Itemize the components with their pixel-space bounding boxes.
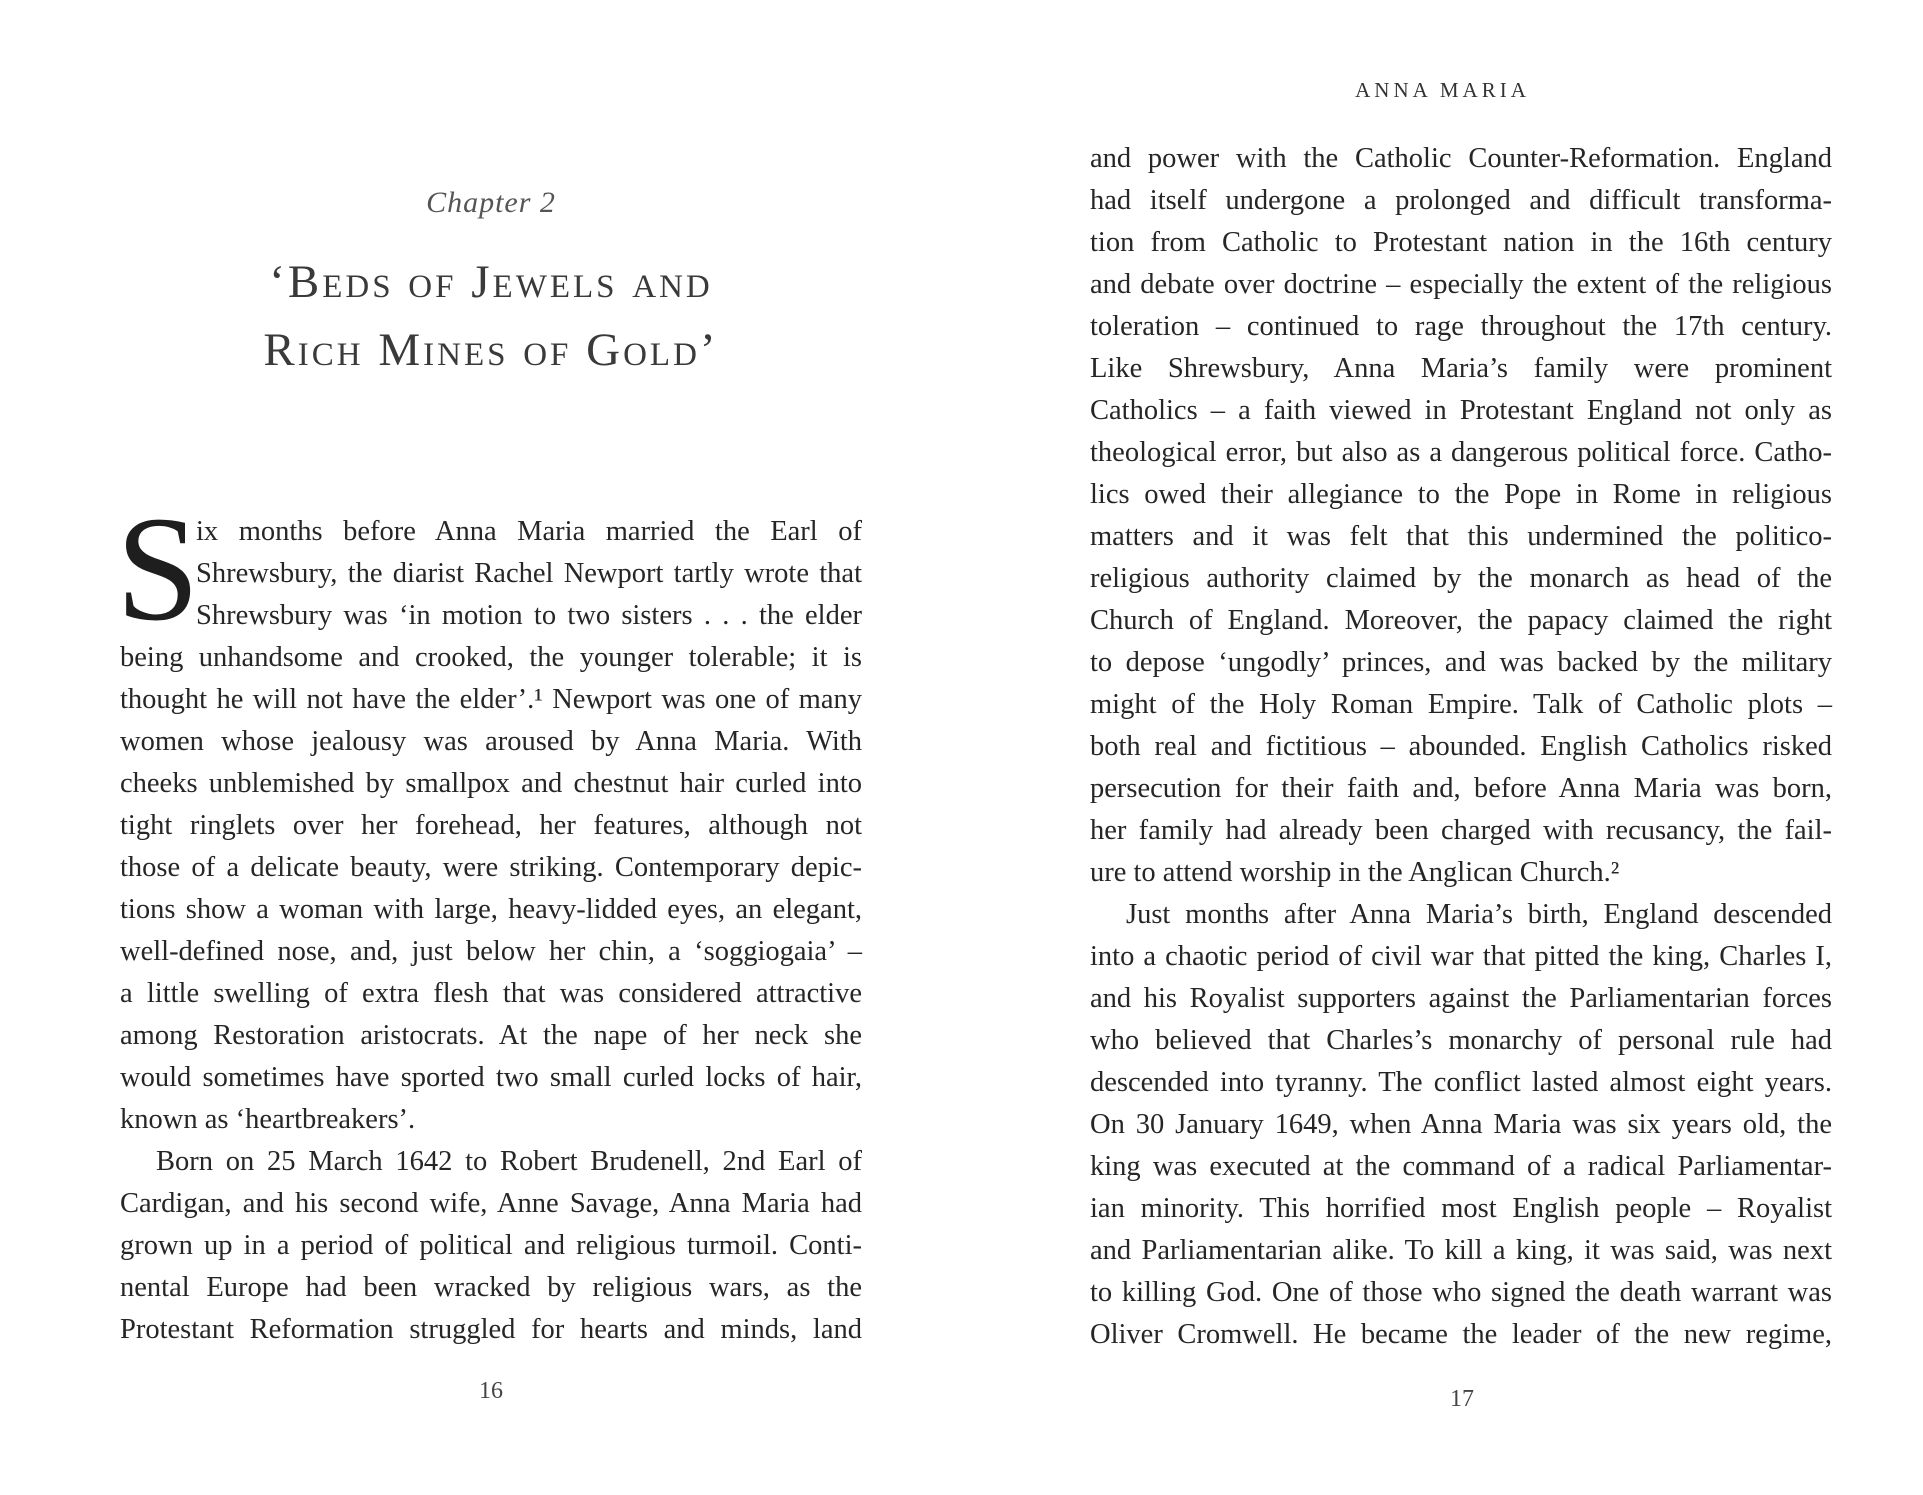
page-number: 16 [479, 1378, 503, 1404]
text-line: religious authority claimed by the monarch as head of the [1090, 563, 1832, 594]
text-line: Church of England. Moreover, the papacy claimed the right [1090, 605, 1832, 636]
chapter-title-line: Rich Mines of Gold’ [263, 324, 719, 376]
text-line: might of the Holy Roman Empire. Talk of Catholic plots – [1090, 689, 1832, 720]
left-body-text [120, 511, 862, 1351]
text-line: those of a delicate beauty, were striking. Contemporary depic- [120, 852, 862, 883]
text-line: matters and it was felt that this undermined the politico- [1090, 521, 1832, 552]
running-head: ANNA MARIA [1355, 78, 1530, 102]
page-number: 17 [1450, 1386, 1474, 1412]
text-line: ure to attend worship in the Anglican Church.² [1090, 857, 1620, 888]
text-line: would sometimes have sported two small curled locks of hair, [120, 1062, 862, 1093]
text-line: and his Royalist supporters against the Parliamentarian forces [1090, 983, 1832, 1014]
text-line: Protestant Reformation struggled for hearts and minds, land [120, 1314, 862, 1345]
text-line: had itself undergone a prolonged and difficult transforma- [1090, 185, 1832, 216]
text-line: Like Shrewsbury, Anna Maria’s family were prominent [1090, 353, 1832, 384]
text-line: to depose ‘ungodly’ princes, and was backed by the military [1090, 647, 1832, 678]
text-line: tion from Catholic to Protestant nation in the 16th century [1090, 227, 1832, 258]
text-line: who believed that Charles’s monarchy of personal rule had [1090, 1025, 1832, 1056]
text-line: ix months before Anna Maria married the Earl of [196, 516, 862, 547]
text-line: Oliver Cromwell. He became the leader of the new regime, [1090, 1319, 1832, 1350]
text-line: women whose jealousy was aroused by Anna Maria. With [120, 726, 862, 757]
text-line: tight ringlets over her forehead, her features, although not [120, 810, 862, 841]
text-line: thought he will not have the elder’.¹ Newport was one of many [120, 684, 862, 715]
text-line: lics owed their allegiance to the Pope in Rome in religious [1090, 479, 1832, 510]
chapter-title [120, 248, 862, 384]
chapter-title-line: ‘Beds of Jewels and [269, 256, 713, 308]
text-line: grown up in a period of political and religious turmoil. Conti- [120, 1230, 862, 1261]
text-line: tions show a woman with large, heavy-lidded eyes, an elegant, [120, 894, 862, 925]
text-line: theological error, but also as a dangerous political force. Catho- [1090, 437, 1832, 468]
text-line: known as ‘heartbreakers’. [120, 1104, 416, 1135]
text-line: Shrewsbury was ‘in motion to two sisters . . . the elder [196, 600, 862, 631]
text-line: to killing God. One of those who signed the death warrant was [1090, 1277, 1832, 1308]
drop-cap: S [116, 486, 200, 652]
chapter-label: Chapter 2 [426, 186, 556, 219]
right-page [962, 0, 1923, 1495]
text-line: into a chaotic period of civil war that pitted the king, Charles I, [1090, 941, 1832, 972]
text-line: Born on 25 March 1642 to Robert Brudenell, 2nd Earl of [156, 1146, 862, 1177]
text-line: On 30 January 1649, when Anna Maria was six years old, the [1090, 1109, 1832, 1140]
text-line: descended into tyranny. The conflict lasted almost eight years. [1090, 1067, 1832, 1098]
text-line: both real and fictitious – abounded. English Catholics risked [1090, 731, 1832, 762]
text-line: her family had already been charged with recusancy, the fail- [1090, 815, 1832, 846]
text-line: Just months after Anna Maria’s birth, England descended [1126, 899, 1832, 930]
text-line: and power with the Catholic Counter-Reformation. England [1090, 143, 1832, 174]
text-line: nental Europe had been wracked by religious wars, as the [120, 1272, 862, 1303]
text-line: and Parliamentarian alike. To kill a king, it was said, was next [1090, 1235, 1832, 1266]
text-line: persecution for their faith and, before Anna Maria was born, [1090, 773, 1832, 804]
text-line: a little swelling of extra flesh that was considered attractive [120, 978, 862, 1009]
text-line: well-defined nose, and, just below her chin, a ‘soggiogaia’ – [120, 936, 862, 967]
text-line: Cardigan, and his second wife, Anne Savage, Anna Maria had [120, 1188, 862, 1219]
text-line: Catholics – a faith viewed in Protestant England not only as [1090, 395, 1832, 426]
text-line: ian minority. This horrified most English people – Royalist [1090, 1193, 1832, 1224]
text-line: cheeks unblemished by smallpox and chestnut hair curled into [120, 768, 862, 799]
text-line: among Restoration aristocrats. At the nape of her neck she [120, 1020, 862, 1051]
text-line: Shrewsbury, the diarist Rachel Newport tartly wrote that [196, 558, 862, 589]
text-line: king was executed at the command of a radical Parliamentar- [1090, 1151, 1832, 1182]
text-line: toleration – continued to rage throughout the 17th century. [1090, 311, 1832, 342]
text-line: being unhandsome and crooked, the younger tolerable; it is [120, 642, 862, 673]
text-line: and debate over doctrine – especially the extent of the religious [1090, 269, 1832, 300]
right-body-text [1090, 138, 1832, 1356]
